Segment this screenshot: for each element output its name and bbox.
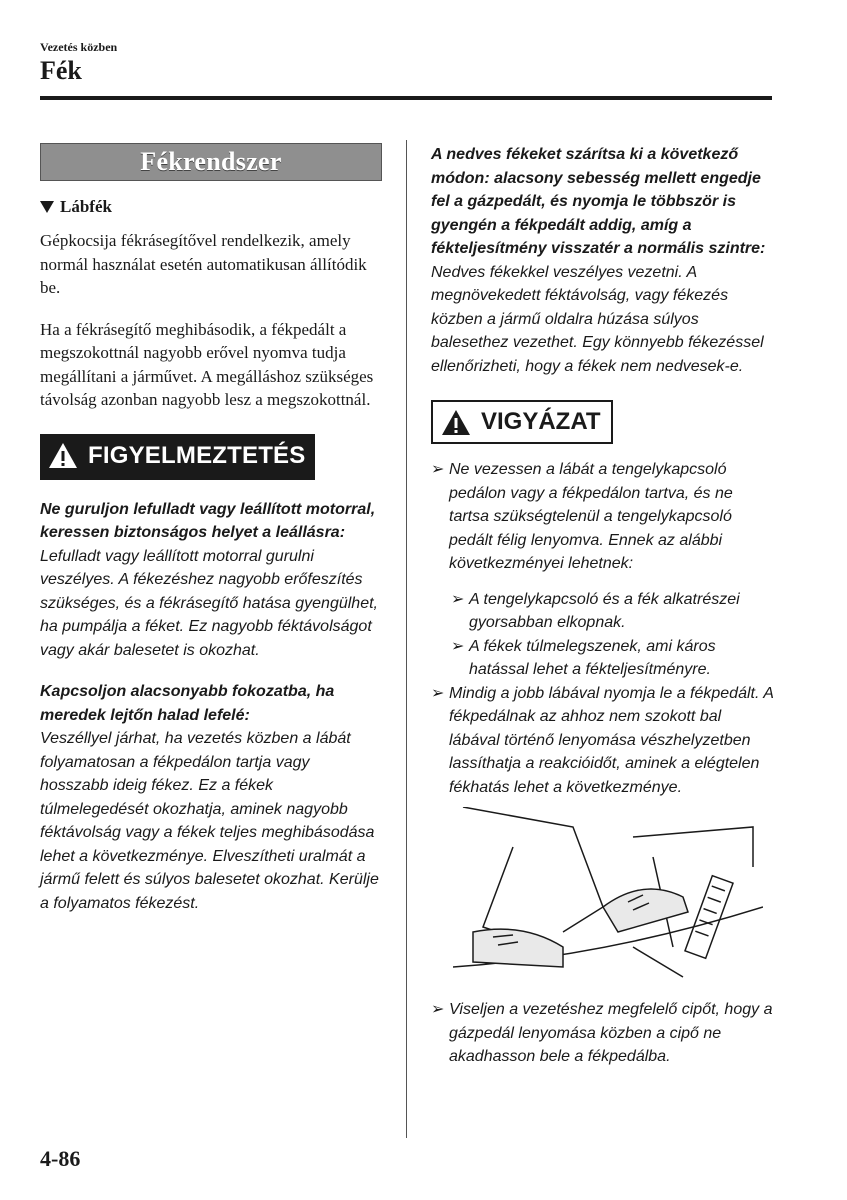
warning-label: FIGYELMEZTETÉS — [88, 441, 306, 469]
warning-heading: Kapcsoljon alacsonyabb fokozatba, ha meredek lejtőn halad lefelé: — [40, 683, 335, 724]
bullet-arrow-icon: ➢ — [431, 461, 445, 478]
list-item — [431, 998, 774, 1069]
wet-brakes-body: Nedves fékekkel veszélyes vezetni. A megnövekedett féktávolság, vagy fékezés közben a jármű oldalra húzása súlyos balesethez vezethet. Egy könnyebb fékezéssel ellenőrizheti, hogy a fékek nem nedvesek-e. — [431, 263, 764, 375]
warning-icon — [48, 442, 78, 469]
left-column — [40, 143, 382, 915]
list-item-text: Mindig a jobb lábával nyomja le a fékpedált. A fékpedálnak az ahhoz nem szokott bal lábával történő lenyomása vészhelyzetben lassíthatja a reakcióidőt, aminek a elégtelen fékhatás lehet a következménye. — [449, 684, 774, 796]
list-item — [431, 458, 774, 576]
subheading — [40, 197, 382, 217]
body-paragraph: Ha a fékrásegítő meghibásodik, a fékpedált a megszokottnál nagyobb erővel nyomva tudja megállítani a járművet. A megálláshoz szükséges távolság azonban nagyobb lesz a megszokottnál. — [40, 319, 374, 409]
caution-label: VIGYÁZAT — [481, 408, 601, 435]
list-item — [451, 588, 774, 635]
right-column — [431, 143, 774, 1069]
column-divider — [406, 140, 407, 1138]
caution-list — [431, 458, 774, 799]
list-item-text: Ne vezessen a lábát a tengelykapcsoló pedálon vagy a fékpedálon tartva, és ne tartsa szükségtelenül a tengelykapcsoló pedált félig lenyomva. Ennek az alábbi következményei lehetnek: — [449, 461, 733, 572]
body-paragraph: Gépkocsija fékrásegítővel rendelkezik, amely normál használat esetén automatikusan állítódik be. — [40, 231, 367, 297]
warning-badge — [40, 434, 315, 480]
pedal-illustration — [453, 807, 774, 992]
warning-icon — [441, 409, 471, 436]
warning-body: Lefulladt vagy leállított motorral gurulni veszélyes. A fékezéshez nagyobb erőfeszítés szükséges, és a fékrásegítő hatása gyengülhet, ha pumpálja a féket. Ez nagyobb féktávolságot vagy akár balesetet is okozhat. — [40, 547, 378, 659]
warning-item — [40, 680, 382, 915]
list-item — [451, 635, 774, 682]
warning-item — [40, 498, 382, 663]
list-item — [431, 682, 774, 800]
triangle-down-icon — [40, 201, 54, 213]
list-item-text: Viseljen a vezetéshez megfelelő cipőt, hogy a gázpedál lenyomása közben a cipő ne akadhasson bele a fékpedálba. — [449, 1001, 773, 1065]
bullet-arrow-icon: ➢ — [451, 590, 465, 608]
warning-heading: Ne guruljon lefulladt vagy leállított motorral, keressen biztonságos helyet a leállásra: — [40, 500, 376, 541]
wet-brakes-heading: A nedves fékeket szárítsa ki a következő módon: alacsony sebesség mellett engedje fel a gázpedált, és nyomja le többször is gyengén a fékpedált addig, amíg a fékteljesítmény visszatér a normális szintre: — [431, 146, 766, 257]
bullet-arrow-icon: ➢ — [431, 684, 445, 702]
list-item-text: A fékek túlmelegszenek, ami káros hatással lehet a fékteljesítményre. — [469, 637, 716, 678]
bullet-arrow-icon: ➢ — [451, 637, 465, 655]
subheading-text: Lábfék — [60, 197, 112, 216]
warning-body: Veszéllyel járhat, ha vezetés közben a lábát folyamatosan a fékpedálon tartja vagy hosszabb ideig fékez. Ez a fékek túlmelegedését okozhatja, aminek nagyobb féktávolság vagy a fékek teljes meghibásodása lehet a következménye. Elveszítheti uralmát a jármű felett és súlyos balesetet okozhat. Kerülje a folyamatos fékezést. — [40, 730, 379, 912]
bullet-arrow-icon: ➢ — [431, 1001, 445, 1018]
section-label: Vezetés közben — [40, 40, 118, 54]
header-rule — [40, 96, 772, 100]
caution-badge — [431, 400, 613, 444]
page-title: Fék — [40, 56, 82, 85]
list-item-text: A tengelykapcsoló és a fék alkatrészei gyorsabban elkopnak. — [469, 590, 740, 631]
section-banner: Fékrendszer — [40, 143, 382, 181]
page-number: 4-86 — [40, 1146, 81, 1171]
